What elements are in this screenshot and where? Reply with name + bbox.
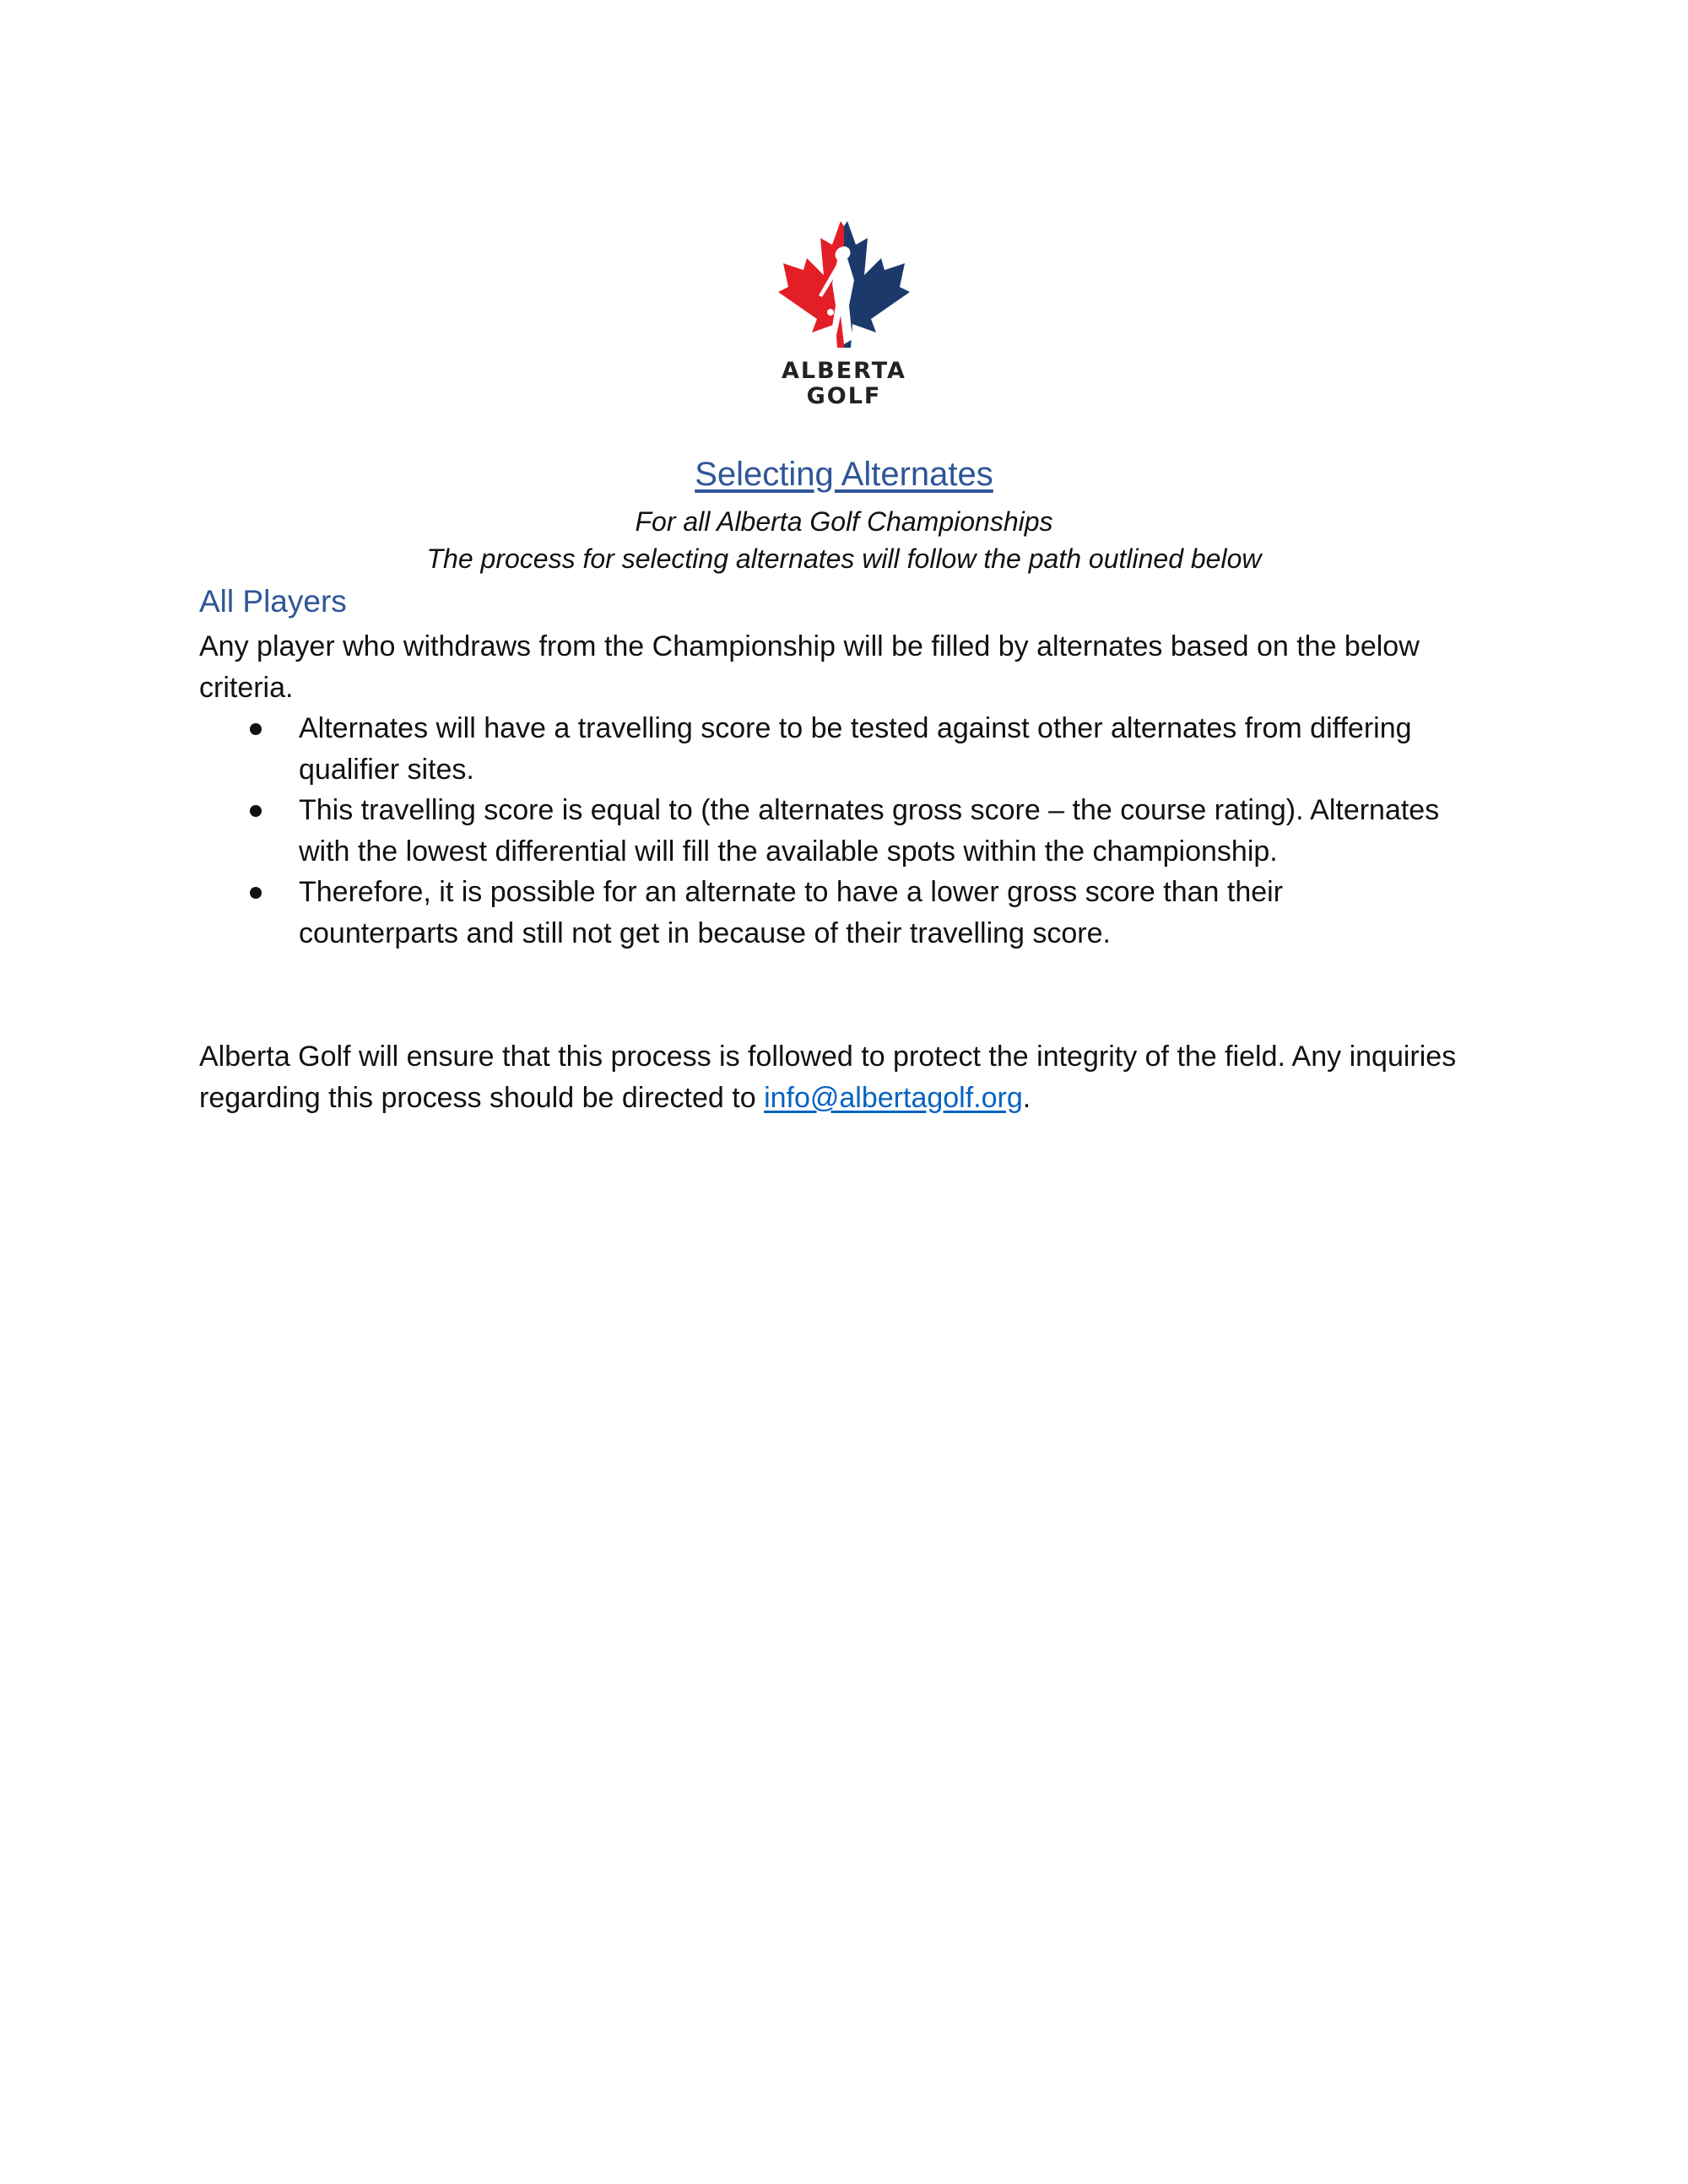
section-heading-all-players: All Players: [199, 584, 347, 619]
bullet-icon: [250, 887, 262, 899]
page-title: Selecting Alternates: [695, 456, 993, 493]
subtitle-process: The process for selecting alternates will follow the path outlined below: [426, 543, 1262, 574]
list-item-text: Alternates will have a travelling score to be tested against other alternates from differing qualifier sites.: [299, 712, 1412, 786]
closing-period: .: [1022, 1081, 1031, 1114]
maple-leaf-golfer-icon: [760, 221, 928, 356]
bullet-icon: [250, 723, 262, 735]
list-item-text: This travelling score is equal to (the alternates gross score – the course rating). Alternates with the lowest differential will fill the available spots within the championship.: [299, 794, 1440, 868]
email-link[interactable]: info@albertagolf.org: [764, 1081, 1023, 1114]
criteria-list: [199, 708, 1448, 954]
list-item: [199, 708, 1448, 790]
closing-text: Alberta Golf will ensure that this process is followed to protect the integrity of the field. Any inquiries regarding this process should be directed to: [199, 1041, 1457, 1114]
list-item: [199, 790, 1448, 872]
subtitle-championships: For all Alberta Golf Championships: [635, 506, 1053, 537]
alberta-golf-logo: [760, 221, 928, 415]
bullet-icon: [250, 805, 262, 817]
list-item-text: Therefore, it is possible for an alternate to have a lower gross score than their counterparts and still not get in because of their travelling score.: [299, 876, 1284, 949]
list-item: [199, 872, 1448, 954]
closing-paragraph: [199, 1036, 1465, 1118]
logo-text-golf: GOLF: [806, 383, 882, 409]
logo-text-alberta: ALBERTA: [782, 358, 906, 384]
intro-paragraph: Any player who withdraws from the Championship will be filled by alternates based on the below criteria.: [199, 630, 1420, 704]
